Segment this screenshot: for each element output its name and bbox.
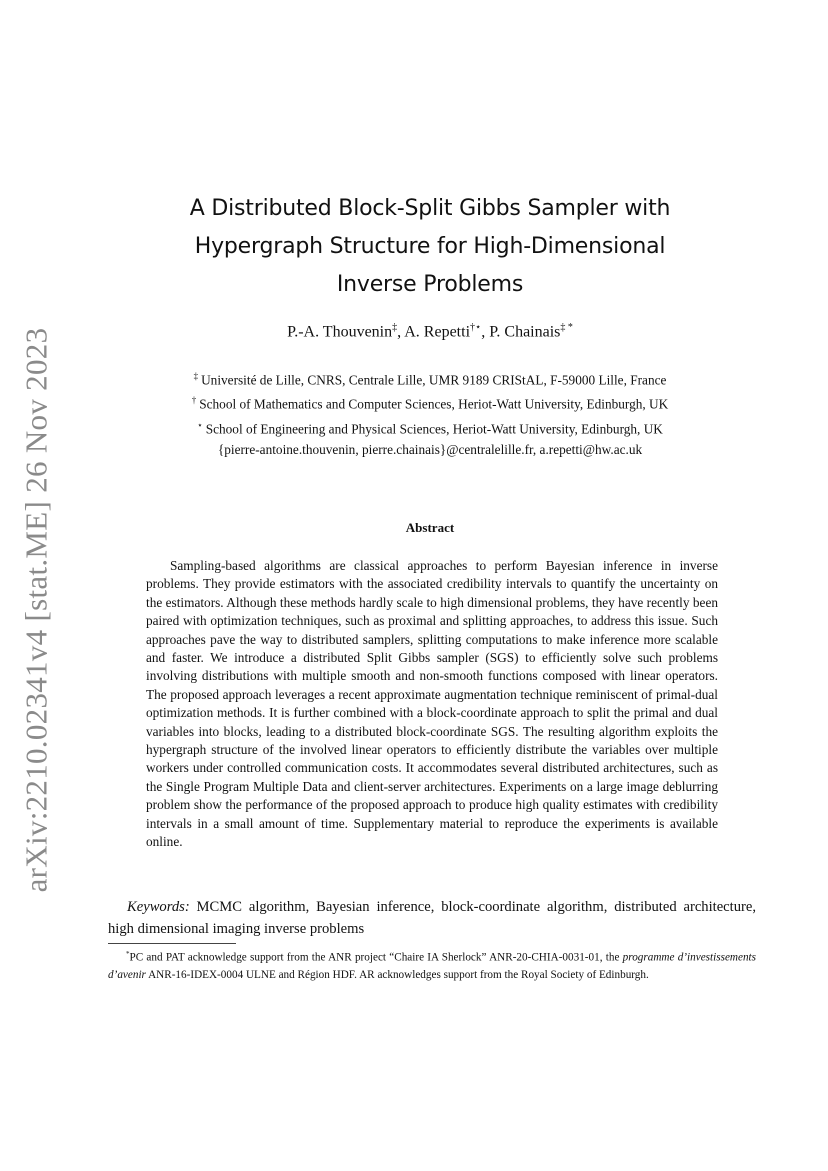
author-emails: {pierre-antoine.thouvenin, pierre.chainais}@centralelille.fr, a.repetti@hw.ac.uk (217, 442, 643, 458)
affiliation-mark: ⋆ (197, 419, 203, 430)
footnote-text-continued: ANR-16-IDEX-0004 ULNE and Région HDF. AR acknowledges support from the Royal Society of Edinburgh. (145, 969, 649, 982)
abstract-heading: Abstract (405, 520, 455, 535)
affiliation-text: Université de Lille, CNRS, Centrale Lille, UMR 9189 CRIStAL, F-59000 Lille, France (201, 372, 667, 388)
author-separator: , (481, 323, 490, 341)
affiliation-mark: ‡ (193, 371, 199, 381)
author-name: A. Repetti (404, 323, 471, 341)
footnote-text: PC and PAT acknowledge support from the ANR project “Chaire IA Sherlock” ANR-20-CHIA-0031-01, the (129, 951, 623, 964)
arxiv-side-stamp (12, 327, 60, 893)
title-line-1: A Distributed Block-Split Gibbs Sampler with (189, 196, 671, 221)
author-separator: , (397, 323, 405, 341)
footnote-mark: * (126, 950, 130, 958)
footnote-italic-text: programme d’investissements d’avenir (108, 951, 757, 982)
paper-title (150, 190, 710, 304)
keywords-label: Keywords: (127, 899, 190, 915)
author-name: P. Chainais (489, 323, 561, 341)
affiliation-item (120, 366, 740, 390)
affiliation-list (120, 366, 740, 460)
footnote-divider (108, 943, 236, 944)
keywords-text: MCMC algorithm, Bayesian inference, block-coordinate algorithm, distributed architecture, high dimensional imaging inverse problems (108, 899, 756, 937)
keywords (108, 896, 756, 940)
affiliation-text: School of Engineering and Physical Sciences, Heriot-Watt University, Edinburgh, UK (205, 421, 663, 437)
affiliation-mark: † (191, 395, 197, 406)
arxiv-identifier: arXiv:2210.02341v4 [stat.ME] 26 Nov 2023 (18, 327, 53, 893)
affiliation-item (120, 415, 740, 439)
author-list (150, 322, 710, 341)
title-line-2: Hypergraph Structure for High-Dimensional (194, 234, 666, 259)
affiliation-item (120, 390, 740, 414)
author-affiliation-mark: ‡ * (560, 322, 573, 333)
title-line-3: Inverse Problems (336, 272, 524, 297)
footnote (108, 946, 756, 985)
author-name: P.-A. Thouvenin (287, 323, 393, 341)
affiliation-text: School of Mathematics and Computer Sciences, Heriot-Watt University, Edinburgh, UK (199, 396, 669, 412)
abstract-body: Sampling-based algorithms are classical approaches to perform Bayesian inference in inverse problems. They provide estimators with the associated credibility intervals to quantify the uncertainty on the estimators. Although these methods hardly scale to high dimensional problems, they have recently been paired with optimization techniques, such as proximal and splitting approaches, to address this issue. Such approaches pave the way to distributed samplers, splitting computations to make inference more scalable and faster. We introduce a distributed Split Gibbs sampler (SGS) to efficiently solve such problems involving distributions with multiple smooth and non-smooth functions composed with linear operators. The proposed approach leverages a recent approximate augmentation technique reminiscent of primal-dual optimization methods. It is further combined with a block-coordinate approach to split the primal and dual variables into blocks, leading to a distributed block-coordinate SGS. The resulting algorithm exploits the hypergraph structure of the involved linear operators to efficiently distribute the variables over multiple workers under controlled communication costs. It accommodates several distributed architectures, such as the Single Program Multiple Data and client-server architectures. Experiments on a large image deblurring problem show the performance of the proposed approach to produce high quality estimates with credibility intervals in a small amount of time. Supplementary material to reproduce the experiments is available online. (146, 558, 718, 850)
author-affiliation-mark: ‡ (392, 322, 398, 333)
author-affiliation-mark: †⋆ (470, 322, 482, 333)
